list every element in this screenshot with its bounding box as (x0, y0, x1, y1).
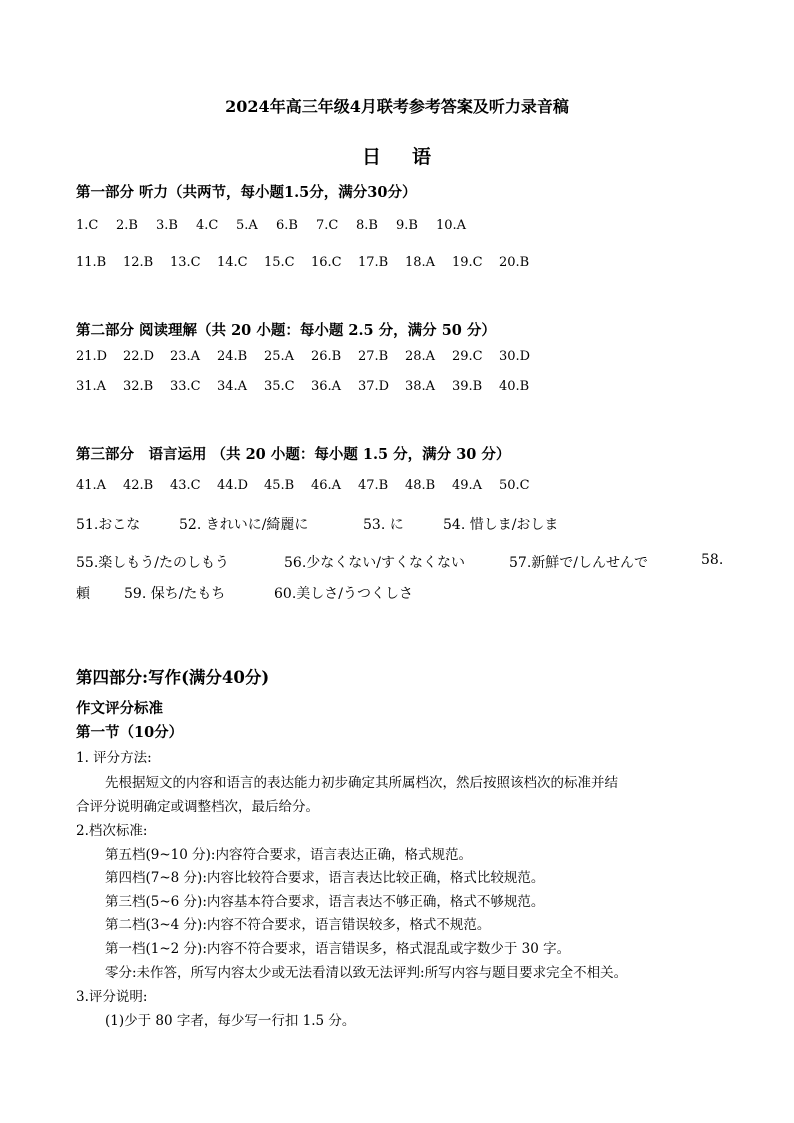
answer-45: 45.B (264, 478, 295, 493)
answer-6: 6.B (276, 218, 298, 233)
answer-12: 12.B (123, 255, 154, 270)
part3-answer-row-1 (76, 478, 546, 493)
answer-17: 17.B (358, 255, 389, 270)
item3-notes-label: 3.评分说明: (76, 989, 148, 1005)
answer-11: 11.B (76, 255, 107, 270)
answer-33: 33.C (170, 379, 201, 394)
answer-19: 19.C (452, 255, 483, 270)
subject-title (0, 142, 794, 169)
answer-28: 28.A (405, 349, 436, 364)
answer-42: 42.B (123, 478, 154, 493)
subject-char-2: 语 (412, 146, 433, 168)
answer-43: 43.C (170, 478, 201, 493)
item2-levels-label: 2.档次标准: (76, 823, 148, 839)
answer-15: 15.C (264, 255, 295, 270)
answer-1: 1.C (76, 218, 99, 233)
answer-4: 4.C (196, 218, 219, 233)
answer-38: 38.A (405, 379, 436, 394)
answer-50: 50.C (499, 478, 530, 493)
answer-14: 14.C (217, 255, 248, 270)
answer-41: 41.A (76, 478, 107, 493)
answer-8: 8.B (356, 218, 378, 233)
part1-answer-row-2 (76, 255, 546, 270)
answer-5: 5.A (236, 218, 258, 233)
answer-31: 31.A (76, 379, 107, 394)
part1-answer-row-1 (76, 218, 476, 233)
answer-32: 32.B (123, 379, 154, 394)
answer-10: 10.A (436, 218, 467, 233)
answer-2: 2.B (116, 218, 138, 233)
answer-13: 13.C (170, 255, 201, 270)
document-title: 2024年高三年级4月联考参考答案及听力录音稿 (225, 97, 569, 116)
answer-56: 56.少なくない/すくなくない (284, 555, 465, 571)
note-1: (1)少于 80 字者，每少写一行扣 1.5 分。 (105, 1013, 356, 1029)
answer-22: 22.D (123, 349, 155, 364)
criteria-heading: 作文评分标准 (76, 700, 163, 717)
level-5: 第五档(9~10 分):内容符合要求，语言表达正确，格式规范。 (105, 847, 472, 863)
answer-29: 29.C (452, 349, 483, 364)
part4-heading: 第四部分:写作(满分40分) (76, 668, 270, 687)
answer-53: 53. に (363, 517, 404, 533)
answer-23: 23.A (170, 349, 201, 364)
answer-37: 37.D (358, 379, 390, 394)
answer-54: 54. 惜しま/おしま (443, 517, 559, 533)
answer-3: 3.B (156, 218, 178, 233)
level-3: 第三档(5~6 分):内容基本符合要求，语言表达不够正确，格式不够规范。 (105, 894, 545, 910)
answer-51: 51.おこな (76, 517, 141, 533)
answer-59: 59. 保ち/たもち (124, 586, 226, 602)
answer-34: 34.A (217, 379, 248, 394)
answer-16: 16.C (311, 255, 342, 270)
answer-57: 57.新鮮で/しんせんで (509, 555, 648, 571)
answer-20: 20.B (499, 255, 530, 270)
answer-9: 9.B (396, 218, 418, 233)
answer-18: 18.A (405, 255, 436, 270)
answer-21: 21.D (76, 349, 108, 364)
part2-answer-row-2 (76, 379, 546, 394)
level-4: 第四档(7~8 分):内容比较符合要求，语言表达比较正确，格式比较规范。 (105, 870, 545, 886)
answer-48: 48.B (405, 478, 436, 493)
item1-method-label: 1. 评分方法: (76, 750, 152, 766)
part2-heading: 第二部分 阅读理解（共 20 小题：每小题 2.5 分，满分 50 分） (76, 322, 496, 339)
answer-24: 24.B (217, 349, 248, 364)
part2-answer-row-1 (76, 349, 546, 364)
answer-36: 36.A (311, 379, 342, 394)
level-2: 第二档(3~4 分):内容不符合要求，语言错误较多，格式不规范。 (105, 917, 491, 933)
method-paragraph-line2: 合评分说明确定或调整档次，最后给分。 (76, 799, 319, 815)
answer-27: 27.B (358, 349, 389, 364)
answer-35: 35.C (264, 379, 295, 394)
answer-52: 52. きれいに/綺麗に (179, 517, 309, 533)
answer-30: 30.D (499, 349, 531, 364)
answer-7: 7.C (316, 218, 339, 233)
answer-26: 26.B (311, 349, 342, 364)
answer-58: 頼 (76, 586, 90, 602)
part3-heading: 第三部分 语言运用 （共 20 小题：每小题 1.5 分，满分 30 分） (76, 446, 511, 463)
method-paragraph-line1: 先根据短文的内容和语言的表达能力初步确定其所属档次，然后按照该档次的标准并结 (105, 775, 618, 791)
answer-40: 40.B (499, 379, 530, 394)
part1-heading: 第一部分 听力（共两节，每小题1.5分，满分30分） (76, 184, 417, 201)
answer-25: 25.A (264, 349, 295, 364)
answer-46: 46.A (311, 478, 342, 493)
answer-47: 47.B (358, 478, 389, 493)
level-1: 第一档(1~2 分):内容不符合要求，语言错误多，格式混乱或字数少于 30 字。 (105, 941, 571, 957)
answer-44: 44.D (217, 478, 249, 493)
answer-39: 39.B (452, 379, 483, 394)
answer-58-number: 58. (701, 552, 724, 568)
answer-60: 60.美しさ/うつくしさ (274, 586, 413, 602)
answer-49: 49.A (452, 478, 483, 493)
answer-55: 55.楽しもう/たのしもう (76, 555, 229, 571)
subject-char-1: 日 (361, 146, 382, 168)
level-zero: 零分:未作答，所写内容太少或无法看清以致无法评判:所写内容与题目要求完全不相关。 (105, 965, 628, 981)
section1-heading: 第一节（10分） (76, 724, 184, 741)
